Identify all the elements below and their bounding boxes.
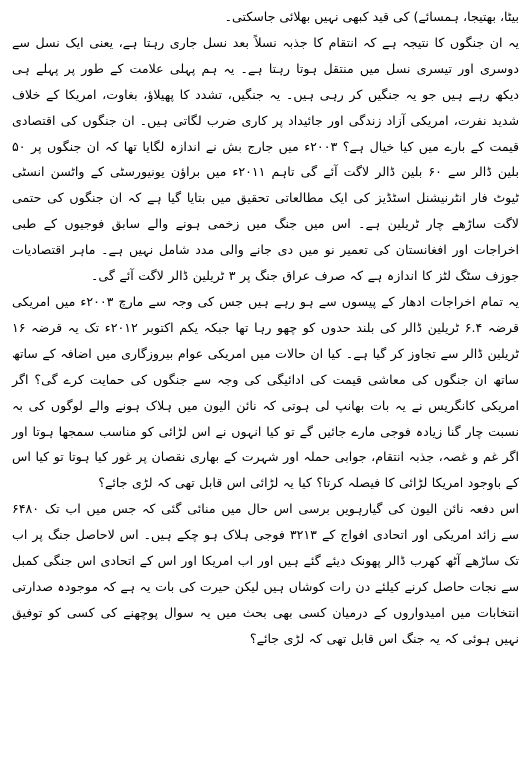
paragraph-1: یہ ان جنگوں کا نتیجہ ہے کہ انتقام کا جذبہ نسلاً بعد نسل جاری رہتا ہے، یعنی ایک نسل سے دوسری اور تیسری نسل میں منتقل ہوتا رہتا ہے۔ یہ ہم پہلی علامت کے طور پر پہلے ہی دیکھ رہے ہیں جو یہ جنگیں کر رہی ہیں۔ یہ جنگیں، تشدد کا پھیلاؤ، بغاوت، امریکا کے خلاف شدید نفرت، امریکی آزاد زندگی اور جائیداد پر کاری ضرب لگاتی ہیں۔ ان جنگوں کی اقتصادی قیمت کے بارے میں کیا خیال ہے؟ ۲۰۰۳ء میں جارج بش نے اندازہ لگایا تھا کہ ان جنگوں پر ۵۰ بلین ڈالر سے ۶۰ بلین ڈالر لاگت آئے گی تاہم ۲۰۱۱ء میں براؤن یونیورسٹی کے واٹسن انسٹی ٹیوٹ فار انٹرنیشنل اسٹڈیز کی ایک مطالعاتی تحقیق میں بتایا گیا ہے کہ ان جنگوں کی حتمی لاگت ساڑھے چار ٹریلین ہے۔ اس میں جنگ میں زخمی ہونے والے سابق فوجیوں کے طبی اخراجات اور افغانستان کی تعمیر نو میں دی جانے والی مدد شامل نہیں ہے۔ ماہر اقتصادیات جوزف سٹگ لٹز کا اندازہ ہے کہ صرف عراق جنگ پر ۳ ٹریلین ڈالر لاگت آئے گی۔ [12, 34, 520, 284]
paragraph-2: یہ تمام اخراجات ادھار کے پیسوں سے ہو رہے ہیں جس کی وجہ سے مارچ ۲۰۰۳ء میں امریکی قرضہ ۶.۴ ٹریلین ڈالر کی بلند حدوں کو چھو رہا تھا جبکہ یکم اکتوبر ۲۰۱۲ء تک یہ قرضہ ۱۶ ٹریلین ڈالر سے تجاوز کر گیا ہے۔ کیا ان حالات میں امریکی عوام بیروزگاری میں اضافہ کے ساتھ ساتھ ان جنگوں کی معاشی قیمت کی ادائیگی کی وجہ سے جنگوں کی حمایت کرے گی؟ اگر امریکی کانگریس نے یہ بات بھانپ لی ہوتی کہ نائن الیون میں ہلاک ہونے والے لوگوں کی بہ نسبت چار گنا زیادہ فوجی مارے جائیں گے تو کیا انہوں نے اس لڑائی کو مناسب سمجھا ہوتا اور اگر غم و غصہ، جذبہ انتقام، جوابی حملہ اور شہرت کے بھاری نقصان پر غور کیا ہوتا تو کیا اس کے باوجود امریکا لڑائی کا فیصلہ کرتا؟ کیا یہ لڑائی اس قابل تھی کہ لڑی جائے؟ [12, 293, 520, 491]
lead-line: بیٹا، بھتیجا، ہمسائے) کی قید کبھی نہیں بھلائی جاسکتی۔ [224, 9, 519, 24]
paragraph-3: اس دفعہ نائن الیون کی گیارہویں برسی اس حال میں منائی گئی کہ جس میں اب تک ۶۴۸۰ سے زائد امریکی اور اتحادی افواج کے ۳۲۱۳ فوجی ہلاک ہو چکے ہیں۔ اس لاحاصل جنگ پر اب تک ساڑھے آٹھ کھرب ڈالر پھونک دیئے گئے ہیں اور اب امریکا اور اس کے اتحادی اس جنگی کمبل سے نجات حاصل کرنے کیلئے دن رات کوشاں ہیں لیکن حیرت کی بات یہ ہے کہ موجودہ صدارتی انتخابات میں امیدواروں کے درمیان کسی بھی بحث میں یہ سوال پوچھنے کی کسی کو توفیق نہیں ہوئی کہ یہ جنگ اس قابل تھی کہ لڑی جائے؟ [12, 501, 519, 646]
